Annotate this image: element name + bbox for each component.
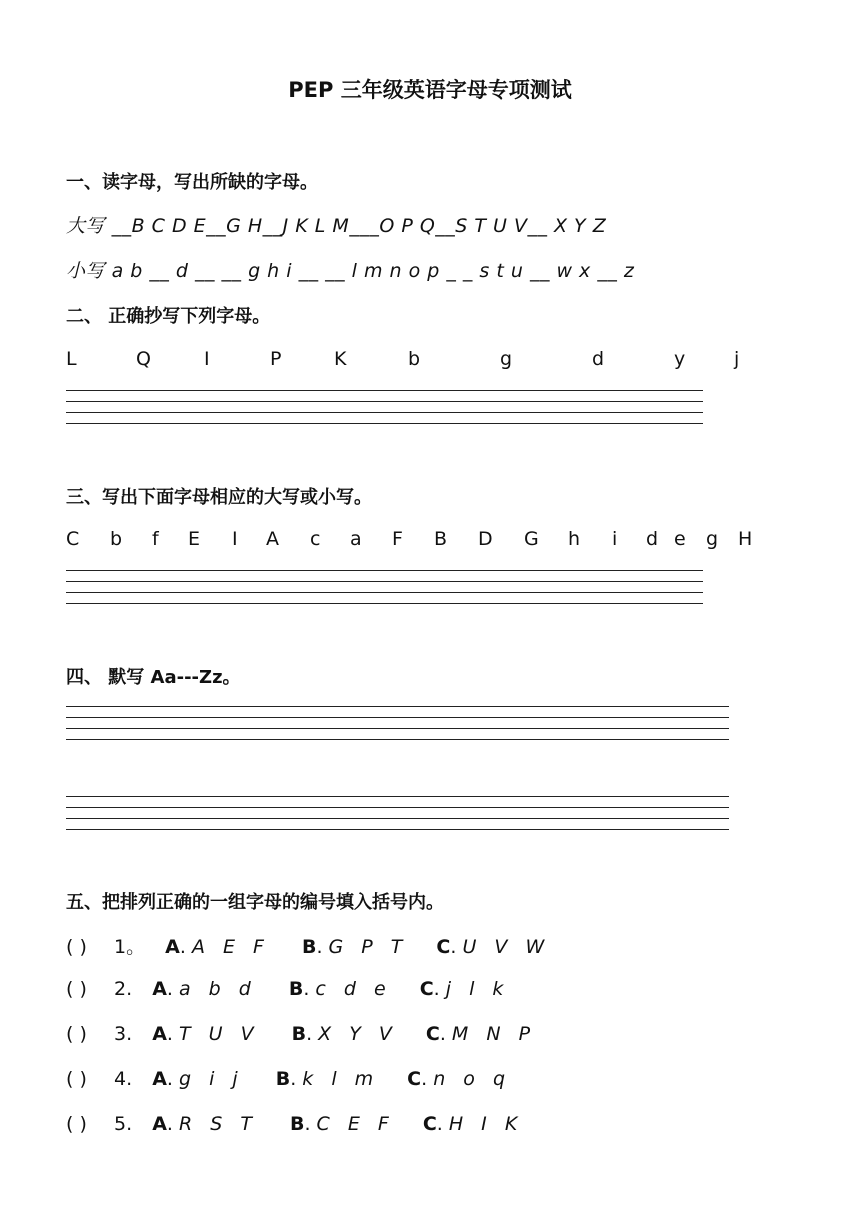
convert-letter: G <box>524 528 539 550</box>
convert-letter: A <box>266 528 279 550</box>
copy-letter: j <box>734 348 740 370</box>
option-b-label: B <box>301 936 317 958</box>
option-c-text: n o q <box>433 1068 512 1090</box>
copy-letter: K <box>334 348 347 370</box>
copy-letter: Q <box>136 348 151 370</box>
uppercase-label: 大写 <box>66 215 106 237</box>
lowercase-sequence: a b __ d __ __ g h i __ __ l m n o p _ _ s t u __ w x __ z <box>111 260 635 282</box>
section-1-heading: 一、读字母，写出所缺的字母。 <box>66 172 318 193</box>
answer-blank[interactable]: ( ) <box>66 978 87 1000</box>
option-a-text: R S T <box>179 1113 258 1135</box>
option-a-text: T U V <box>179 1023 260 1045</box>
convert-letter: D <box>478 528 493 550</box>
answer-blank[interactable]: ( ) <box>66 1023 87 1045</box>
option-c-text: U V W <box>462 936 551 958</box>
option-c-label: C <box>425 1023 440 1045</box>
option-b-text: C E F <box>316 1113 395 1135</box>
convert-letter: B <box>434 528 448 550</box>
question-row: ( ) 5. A. R S T B. C E F C. H I K <box>66 1113 524 1135</box>
option-c-text: H I K <box>448 1113 524 1135</box>
option-b-label: B <box>275 1068 291 1090</box>
option-b-label: B <box>289 1113 305 1135</box>
question-number: 5. <box>114 1113 133 1135</box>
option-a-label: A <box>152 1113 167 1135</box>
option-a-label: A <box>165 936 180 958</box>
question-row: ( ) 3. A. T U V B. X Y V C. M N P <box>66 1023 537 1045</box>
section-4-heading: 四、 默写 Aa---Zz。 <box>66 667 241 688</box>
question-number: 4. <box>114 1068 133 1090</box>
convert-letter: h <box>568 528 581 550</box>
answer-blank[interactable]: ( ) <box>66 936 87 958</box>
convert-letter: i <box>612 528 618 550</box>
lowercase-row <box>66 256 634 283</box>
question-row: ( ) 1。 A. A E F B. G P T C. U V W <box>66 936 551 958</box>
convert-letters-row <box>66 528 766 552</box>
convert-letter: C <box>66 528 80 550</box>
copy-letter: P <box>270 348 282 370</box>
answer-blank[interactable]: ( ) <box>66 1113 87 1135</box>
uppercase-row <box>66 211 606 238</box>
convert-letter: d <box>646 528 659 550</box>
option-a-text: a b d <box>179 978 257 1000</box>
option-a-text: A E F <box>191 936 270 958</box>
copy-letter: g <box>500 348 513 370</box>
copy-letter: I <box>204 348 210 370</box>
convert-letter: E <box>188 528 201 550</box>
convert-letter: H <box>738 528 753 550</box>
convert-letter: b <box>110 528 123 550</box>
uppercase-sequence: __B C D E__G H__J K L M___O P Q__S T U V__ X Y Z <box>111 215 607 237</box>
question-row: ( ) 4. A. g i j B. k l m C. n o q <box>66 1068 512 1090</box>
convert-letter: g <box>706 528 719 550</box>
option-a-text: g i j <box>179 1068 244 1090</box>
option-c-label: C <box>419 978 434 1000</box>
copy-letter: L <box>66 348 77 370</box>
option-b-text: k l m <box>302 1068 380 1090</box>
option-c-text: M N P <box>451 1023 537 1045</box>
option-a-label: A <box>152 1068 167 1090</box>
question-number: 1。 <box>114 936 146 958</box>
option-a-label: A <box>152 978 167 1000</box>
convert-letter: I <box>232 528 238 550</box>
section-5-heading: 五、把排列正确的一组字母的编号填入括号内。 <box>66 892 444 913</box>
option-b-text: X Y V <box>318 1023 398 1045</box>
copy-letter: b <box>408 348 421 370</box>
option-b-label: B <box>288 978 304 1000</box>
copy-letter: y <box>674 348 686 370</box>
option-b-text: G P T <box>328 936 409 958</box>
section-2-heading: 二、 正确抄写下列字母。 <box>66 306 271 327</box>
section-3-heading: 三、写出下面字母相应的大写或小写。 <box>66 487 372 508</box>
option-c-label: C <box>436 936 451 958</box>
answer-blank[interactable]: ( ) <box>66 1068 87 1090</box>
question-number: 3. <box>114 1023 133 1045</box>
question-row: ( ) 2. A. a b d B. c d e C. j l k <box>66 978 510 1000</box>
convert-letter: c <box>310 528 321 550</box>
convert-letter: e <box>674 528 686 550</box>
option-b-text: c d e <box>315 978 392 1000</box>
option-c-text: j l k <box>445 978 510 1000</box>
option-c-label: C <box>407 1068 422 1090</box>
lowercase-label: 小写 <box>66 260 106 282</box>
option-a-label: A <box>152 1023 167 1045</box>
page-title: PEP 三年级英语字母专项测试 <box>288 78 572 102</box>
copy-letter: d <box>592 348 605 370</box>
copy-letters-row <box>66 348 766 372</box>
question-number: 2. <box>114 978 133 1000</box>
convert-letter: a <box>350 528 362 550</box>
convert-letter: F <box>392 528 403 550</box>
option-c-label: C <box>422 1113 437 1135</box>
convert-letter: f <box>152 528 159 550</box>
option-b-label: B <box>291 1023 307 1045</box>
